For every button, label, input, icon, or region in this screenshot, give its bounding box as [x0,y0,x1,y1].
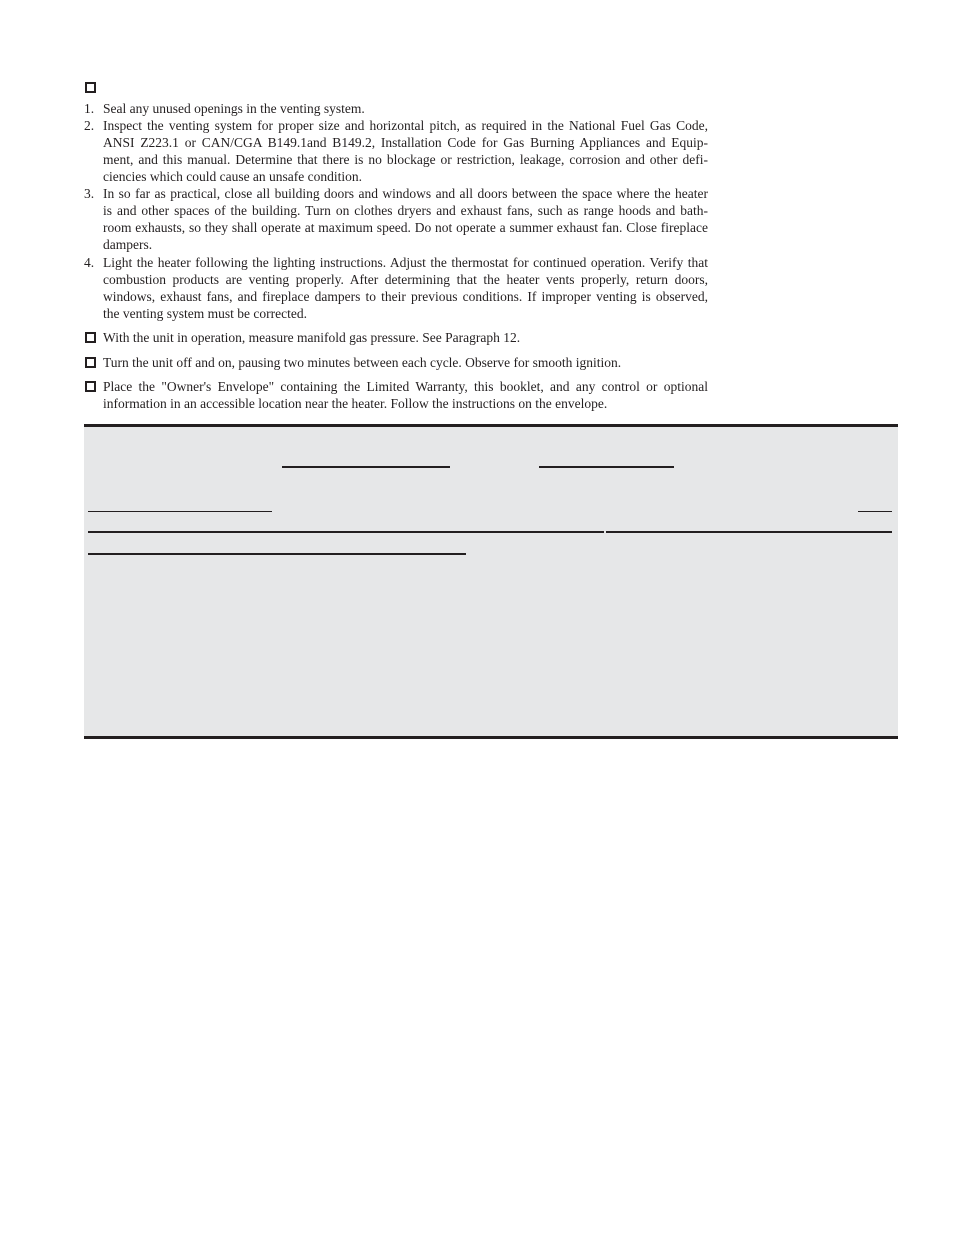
text-line: dampers. [103,237,153,252]
text-line: Inspect the venting system for proper size and horizontal pitch, as required in the National Fuel Gas Code, [103,118,708,133]
blank-field-line [88,511,272,512]
step-number: 4. [84,255,95,270]
blank-field-line [88,553,466,555]
text-line: With the unit in operation, measure manifold gas pressure. See Paragraph 12. [103,330,521,345]
step-number: 3. [84,186,95,201]
blank-field-line [88,531,604,533]
checklist-text [103,354,708,371]
empty-checkbox-icon [85,332,96,343]
text-line: room exhausts, so they shall operate at maximum speed. Do not operate a summer exhaust fan. Close fireplace [103,220,708,235]
blank-field-line [539,466,674,468]
checklist-item [84,378,708,412]
form-panel [84,424,898,739]
step-text [103,117,708,185]
step-text [103,185,708,253]
blank-field-line [606,531,892,533]
text-line: information in an accessible location near the heater. Follow the instructions on the envelope. [103,396,608,411]
text-line: In so far as practical, close all building doors and windows and all doors between the space where the heater [103,186,708,201]
numbered-step [84,100,708,117]
text-line: ment, and this manual. Determine that there is no blockage or restriction, leakage, corrosion and other defi- [103,152,708,167]
text-line: Light the heater following the lighting instructions. Adjust the thermostat for continued operation. Verify that [103,255,708,270]
text-line: Place the "Owner's Envelope" containing the Limited Warranty, this booklet, and any control or optional [103,379,708,394]
empty-checkbox-icon [85,357,96,368]
text-line: the venting system must be corrected. [103,306,307,321]
numbered-step [84,185,708,253]
text-line: windows, exhaust fans, and fireplace dampers to their previous conditions. If improper venting is observed, [103,289,708,304]
empty-checkbox-icon [85,381,96,392]
text-line: ciencies which could cause an unsafe condition. [103,169,363,184]
text-line: is and other spaces of the building. Turn on clothes dryers and exhaust fans, such as range hoods and bath- [103,203,708,218]
checklist-item [84,354,708,371]
empty-checkbox-icon [85,82,96,93]
blank-field-line [282,466,450,468]
text-line: ANSI Z223.1 or CAN/CGA B149.1and B149.2, Installation Code for Gas Burning Appliances and Equip- [103,135,708,150]
text-line: Turn the unit off and on, pausing two minutes between each cycle. Observe for smooth ignition. [103,355,622,370]
checklist-text [103,329,708,346]
step-number: 2. [84,118,95,133]
numbered-step [84,117,708,185]
checklist-text [103,378,708,412]
step-number: 1. [84,101,95,116]
step-text [103,254,708,322]
text-line: Seal any unused openings in the venting system. [103,101,365,116]
numbered-step [84,254,708,322]
checklist-item [84,329,708,346]
blank-field-line [858,511,892,512]
step-text [103,100,708,117]
text-line: combustion products are venting properly. After determining that the heater vents properly, return doors, [103,272,708,287]
